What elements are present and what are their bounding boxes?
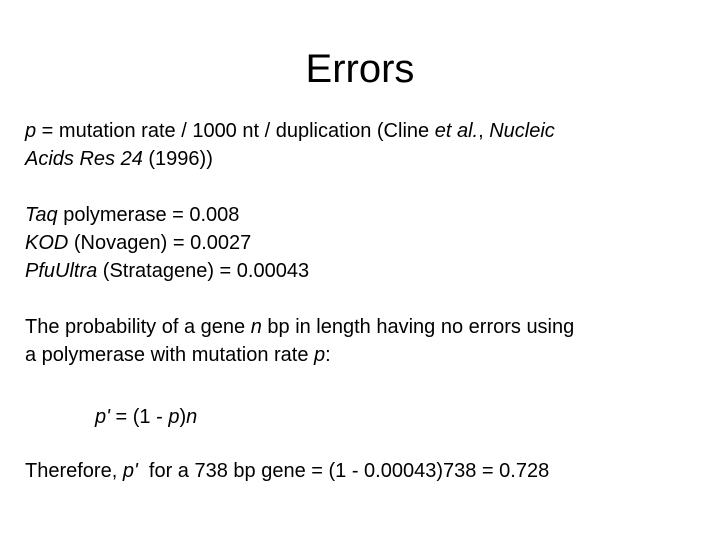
n-symbol: n	[186, 406, 198, 428]
polymerase-detail: (Stratagene) = 0.00043	[97, 260, 310, 282]
conclusion-text: Therefore,	[25, 460, 123, 482]
probability-line-1	[25, 313, 705, 341]
polymerase-detail: polymerase = 0.008	[57, 204, 240, 226]
citation-line-2	[25, 145, 705, 173]
journal-name-part-1: Nucleic	[489, 120, 555, 142]
p-symbol: p	[168, 406, 180, 428]
polymerase-name: PfuUltra	[25, 260, 98, 282]
formula	[95, 403, 720, 431]
citation-line-1	[25, 117, 705, 145]
polymerase-line	[25, 229, 705, 257]
p-prime-symbol: p'	[95, 406, 110, 428]
n-symbol: n	[250, 316, 262, 338]
probability-text: :	[325, 344, 331, 366]
probability-text: a polymerase with mutation rate	[25, 344, 315, 366]
polymerase-name: KOD	[25, 232, 69, 254]
conclusion-text: for a 738 bp gene = (1 - 0.00043)738 = 0.728	[137, 460, 550, 482]
p-symbol: p	[314, 344, 326, 366]
polymerase-detail: (Novagen) = 0.0027	[68, 232, 252, 254]
et-al: et al.	[434, 120, 479, 142]
formula-text: )	[179, 406, 187, 428]
p-symbol: p	[25, 120, 37, 142]
conclusion-line	[25, 457, 705, 485]
citation-year: (1996))	[142, 148, 213, 170]
polymerase-line	[25, 257, 705, 285]
probability-text: The probability of a gene	[25, 316, 251, 338]
polymerase-name: Taq	[25, 204, 58, 226]
polymerase-line	[25, 201, 705, 229]
p-prime-symbol: p'	[122, 460, 138, 482]
probability-line-2	[25, 341, 705, 369]
formula-text: = (1 -	[109, 406, 169, 428]
slide-title: Errors	[305, 47, 415, 91]
probability-text: bp in length having no errors using	[261, 316, 575, 338]
journal-name-part-2: Acids Res 24	[25, 148, 143, 170]
citation-text: = mutation rate / 1000 nt / duplication (Cline	[36, 120, 435, 142]
citation-separator: ,	[478, 120, 490, 142]
